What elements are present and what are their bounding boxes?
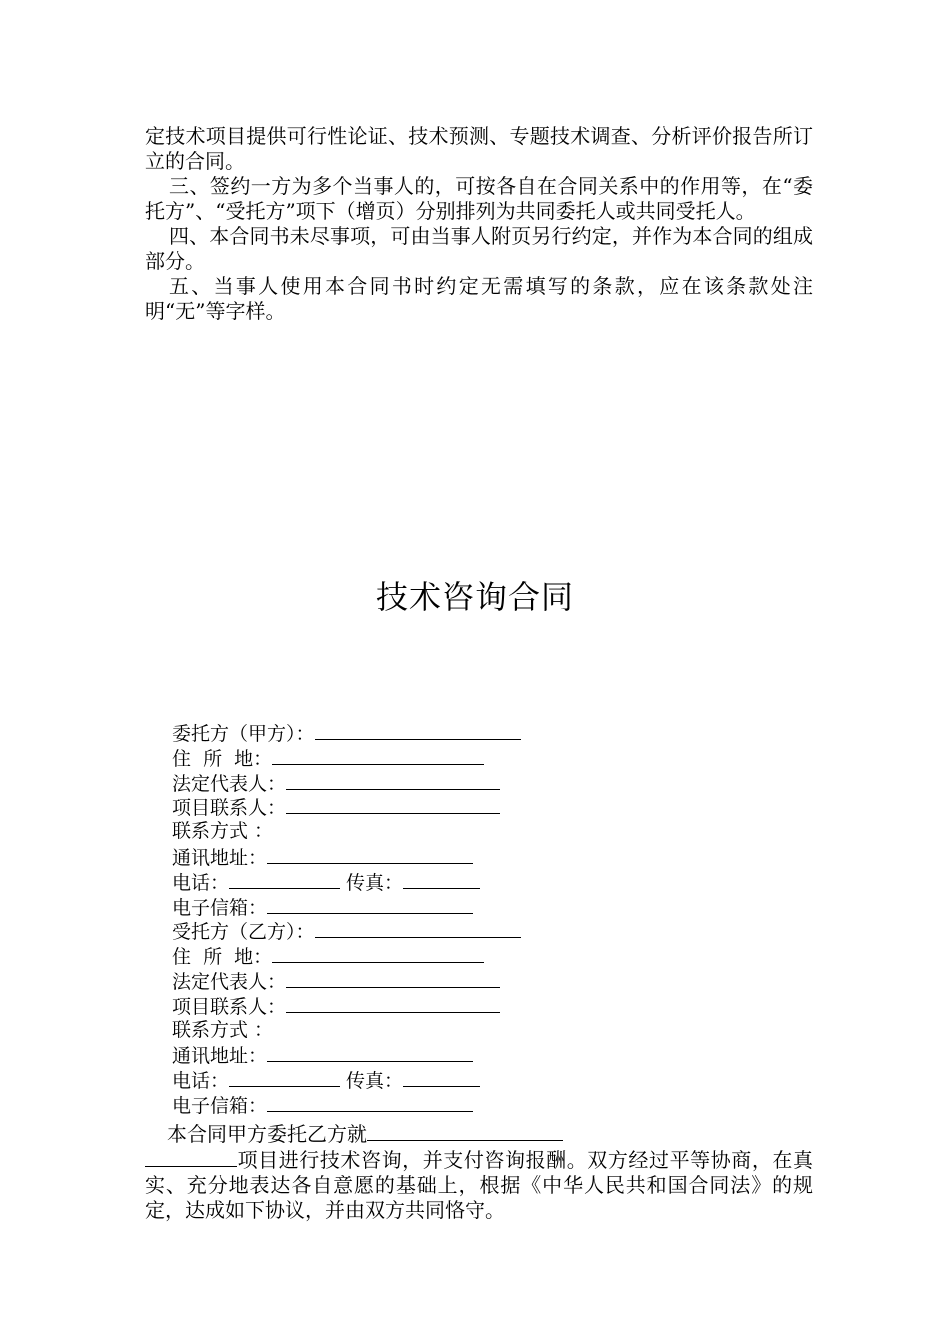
party-b-mail-address-label: 通讯地址： bbox=[172, 1045, 268, 1068]
party-b-name-label: 受托方（乙方）： bbox=[172, 921, 315, 944]
party-a-contact-person-blank[interactable] bbox=[286, 794, 500, 814]
party-a-legal-rep-row bbox=[172, 770, 521, 795]
party-b-mail-address-row bbox=[172, 1042, 521, 1067]
party-a-contact-person-label: 项目联系人： bbox=[172, 797, 287, 820]
intro-paragraph-3: 四、本合同书未尽事项，可由当事人附页另行约定，并作为本合同的组成部分。 bbox=[145, 224, 813, 273]
party-a-name-row bbox=[172, 720, 521, 745]
party-b-contact-person-blank[interactable] bbox=[286, 993, 500, 1013]
party-b-name-blank[interactable] bbox=[315, 918, 521, 938]
party-a-mail-address-blank[interactable] bbox=[267, 844, 473, 864]
intro-paragraph-2: 三、签约一方为多个当事人的，可按各自在合同关系中的作用等，在“委托方”、“受托方”项下（增页）分别排列为共同委托人或共同受托人。 bbox=[145, 174, 813, 223]
party-a-mail-address-row bbox=[172, 844, 521, 869]
party-b-address-row bbox=[172, 943, 521, 968]
party-b-contact-person-row bbox=[172, 993, 521, 1018]
party-b-phone-blank[interactable] bbox=[229, 1067, 340, 1087]
project-name-blank-cont[interactable] bbox=[145, 1147, 237, 1167]
party-a-email-label: 电子信箱： bbox=[172, 896, 268, 919]
party-a-legal-rep-blank[interactable] bbox=[286, 770, 500, 790]
party-b-phone-fax-row bbox=[172, 1067, 521, 1092]
project-name-blank[interactable] bbox=[367, 1121, 563, 1141]
party-b-legal-rep-blank[interactable] bbox=[286, 968, 500, 988]
party-a-name-blank[interactable] bbox=[315, 720, 521, 740]
party-a-email-blank[interactable] bbox=[267, 894, 473, 914]
party-a-phone-blank[interactable] bbox=[229, 869, 340, 889]
preamble-text: 项目进行技术咨询，并支付咨询报酬。双方经过平等协商，在真实、充分地表达各自意愿的基础上，根据《中华人民共和国合同法》的规定，达成如下协议，并由双方共同恪守。 bbox=[145, 1148, 813, 1222]
party-a-fax-label: 传真： bbox=[340, 871, 404, 894]
party-b-contact-method-label: 联系方式 ： bbox=[172, 1018, 274, 1041]
party-a-name-label: 委托方（甲方）： bbox=[172, 723, 315, 745]
party-a-address-blank[interactable] bbox=[272, 745, 484, 765]
contract-title: 技术咨询合同 bbox=[375, 578, 574, 616]
party-b-contact-method-row bbox=[172, 1018, 521, 1043]
party-a-contact-method-label: 联系方式 ： bbox=[172, 820, 274, 843]
party-b-fax-label: 传真： bbox=[340, 1070, 404, 1093]
party-b-email-label: 电子信箱： bbox=[172, 1094, 268, 1117]
party-b-mail-address-blank[interactable] bbox=[267, 1042, 473, 1062]
preamble-paragraph bbox=[145, 1147, 813, 1223]
party-b-email-blank[interactable] bbox=[267, 1092, 473, 1112]
contract-preamble bbox=[145, 1121, 813, 1223]
party-a-phone-label: 电话： bbox=[172, 871, 230, 894]
party-b-address-blank[interactable] bbox=[272, 943, 484, 963]
party-b-contact-person-label: 项目联系人： bbox=[172, 995, 287, 1018]
preamble-first-line bbox=[145, 1121, 813, 1147]
preamble-lead: 本合同甲方委托乙方就 bbox=[167, 1122, 367, 1146]
party-b-fax-blank[interactable] bbox=[403, 1067, 480, 1087]
party-a-legal-rep-label: 法定代表人： bbox=[172, 772, 287, 795]
intro-paragraph-1: 定技术项目提供可行性论证、技术预测、专题技术调查、分析评价报告所订立的合同。 bbox=[145, 124, 813, 173]
party-b-email-row bbox=[172, 1092, 521, 1117]
party-b-legal-rep-row bbox=[172, 968, 521, 993]
party-a-address-label: 住 所 地： bbox=[172, 747, 273, 770]
party-a-fax-blank[interactable] bbox=[403, 869, 480, 889]
party-a-contact-person-row bbox=[172, 794, 521, 819]
party-b-name-row bbox=[172, 918, 521, 943]
party-b-legal-rep-label: 法定代表人： bbox=[172, 970, 287, 993]
parties-section bbox=[172, 720, 521, 1117]
party-a-contact-method-row bbox=[172, 819, 521, 844]
intro-notes bbox=[145, 124, 813, 324]
party-b-phone-label: 电话： bbox=[172, 1070, 230, 1093]
party-a-email-row bbox=[172, 894, 521, 919]
party-a-address-row bbox=[172, 745, 521, 770]
party-a-mail-address-label: 通讯地址： bbox=[172, 846, 268, 869]
intro-paragraph-4: 五、当事人使用本合同书时约定无需填写的条款，应在该条款处注明“无”等字样。 bbox=[145, 274, 813, 323]
party-a-phone-fax-row bbox=[172, 869, 521, 894]
party-b-address-label: 住 所 地： bbox=[172, 946, 273, 969]
